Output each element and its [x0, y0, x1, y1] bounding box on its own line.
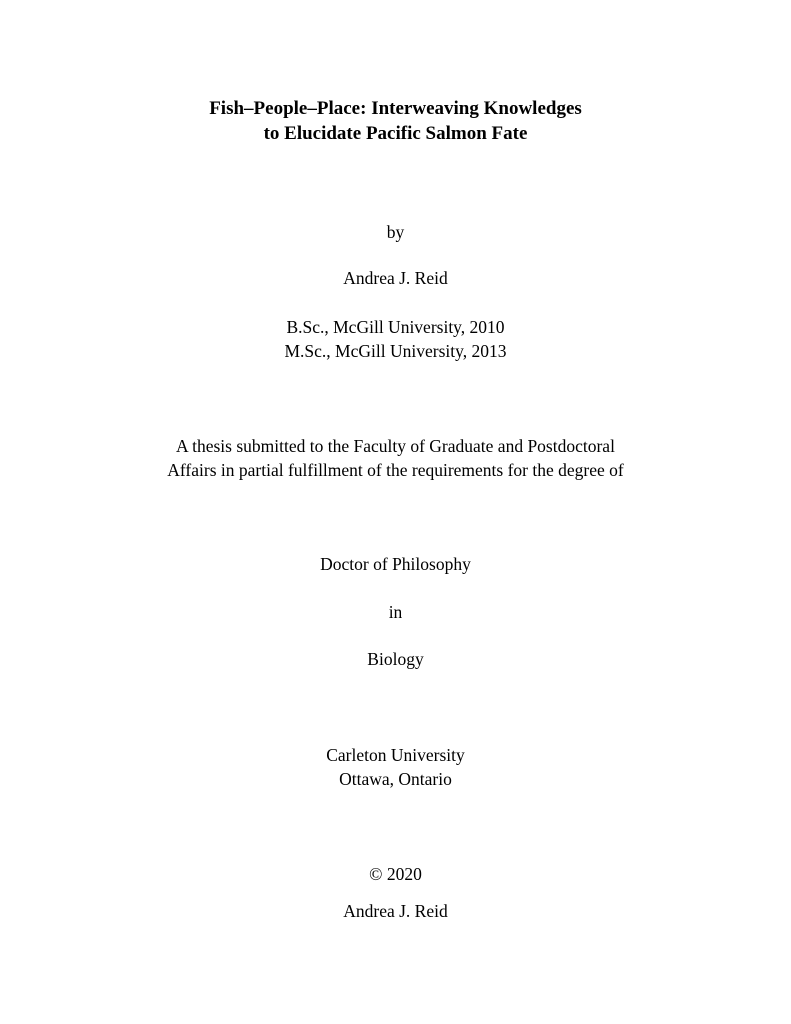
by-label: by [386, 222, 405, 242]
thesis-statement-line-1: A thesis submitted to the Faculty of Graduate and Postdoctoral [176, 436, 615, 456]
degree-bsc: B.Sc., McGill University, 2010 [286, 317, 505, 337]
thesis-title-line-2: to Elucidate Pacific Salmon Fate [263, 123, 528, 144]
degree-sought: Doctor of Philosophy [320, 554, 471, 574]
copyright-holder: Andrea J. Reid [343, 901, 448, 921]
thesis-title-line-1: Fish–People–Place: Interweaving Knowledges [209, 98, 582, 119]
degree-msc: M.Sc., McGill University, 2013 [284, 341, 507, 361]
thesis-statement-line-2: Affairs in partial fulfillment of the requirements for the degree of [167, 460, 624, 480]
institution-name: Carleton University [326, 745, 465, 765]
author-name: Andrea J. Reid [343, 268, 448, 288]
institution-location: Ottawa, Ontario [339, 769, 452, 789]
copyright-notice: © 2020 [369, 864, 422, 884]
in-label: in [388, 602, 403, 622]
discipline: Biology [367, 649, 424, 669]
